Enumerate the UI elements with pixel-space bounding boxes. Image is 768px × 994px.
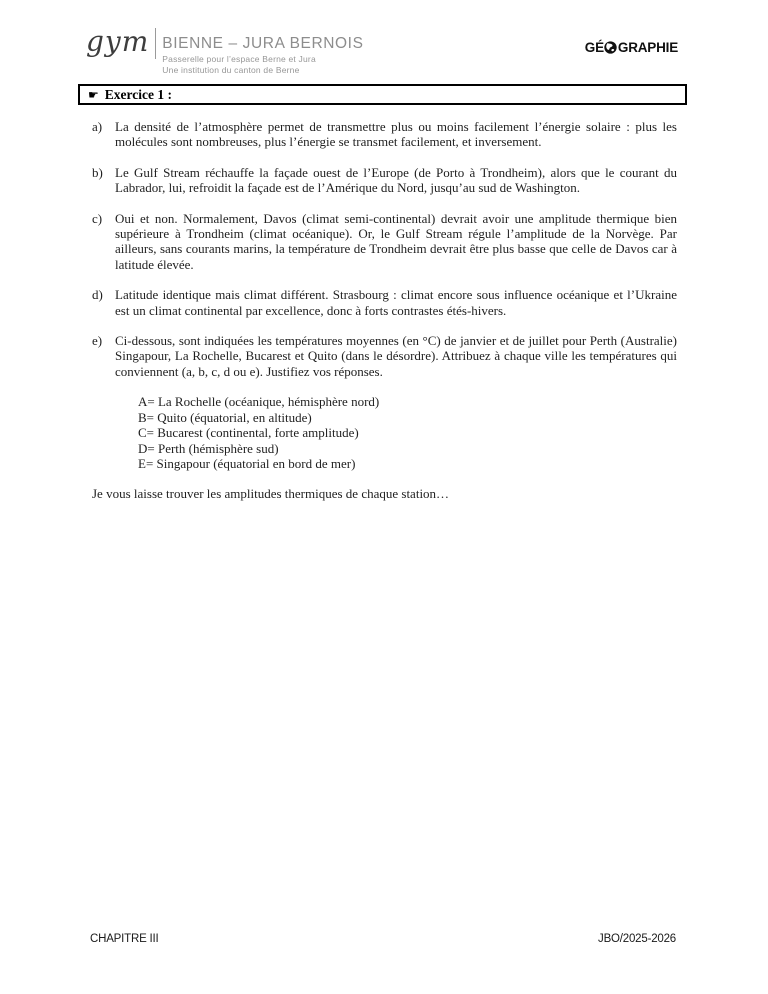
course-title (585, 40, 678, 55)
station-list-item-c: C= Bucarest (continental, forte amplitude) (138, 425, 359, 441)
pointing-hand-icon: ☛ (88, 87, 99, 102)
item-text: Le Gulf Stream réchauffe la façade ouest de l’Europe (de Porto à Trondheim), alors que le courant du Labrador, lui, refroidit la façade est de l’Amérique du Nord, jusqu’au sud de Washington. (115, 164, 677, 196)
station-list (138, 394, 677, 471)
closing-remark: Je vous laisse trouver les amplitudes thermiques de chaque station… (92, 486, 450, 502)
answer-item-b (92, 165, 677, 196)
station-list-item-a: A= La Rochelle (océanique, hémisphère nord) (138, 394, 380, 410)
item-label: e) (92, 333, 103, 349)
school-logo (86, 27, 364, 75)
logo-acronym: gym (86, 25, 150, 58)
course-title-prefix: GÉ (584, 40, 604, 55)
item-text: Latitude identique mais climat différent. Strasbourg : climat encore sous influence océanique et l’Ukraine est un climat continental par excellence, donc à forts contrastes étés-hivers. (115, 287, 677, 318)
item-label: c) (92, 210, 103, 226)
footer-chapter: CHAPITRE III (90, 933, 159, 945)
item-label: a) (92, 119, 103, 134)
logo-school-name: BIENNE – JURA BERNOIS (162, 35, 364, 52)
footer-reference: JBO/2025-2026 (598, 933, 676, 945)
course-title-suffix: GRAPHIE (617, 40, 678, 55)
exercise-title (88, 87, 172, 103)
answer-item-a (92, 119, 677, 150)
station-list-item-d: D= Perth (hémisphère sud) (138, 440, 279, 456)
logo-text-column (162, 27, 363, 75)
logo-divider (155, 28, 156, 59)
page-footer (90, 933, 676, 945)
answer-item-d (92, 287, 677, 318)
item-label: d) (92, 287, 103, 303)
station-list-item-b: B= Quito (équatorial, en altitude) (138, 409, 312, 425)
item-text: Oui et non. Normalement, Davos (climat semi-continental) devrait avoir une amplitude thermique bien supérieure à Trondheim (climat océanique). Or, le Gulf Stream régule l’amplitude de la Norvège. Par ailleurs, sans courants marins, la température de Trondheim devrait être plus basse que celle de Davos car à latitude élevée. (115, 210, 677, 272)
logo-subtitle-1: Passerelle pour l’espace Berne et Jura (162, 54, 316, 64)
globe-icon (604, 41, 617, 54)
logo-subtitle-2: Une institution du canton de Berne (162, 64, 300, 75)
item-text: Ci-dessous, sont indiquées les températures moyennes (en °C) de janvier et de juillet pour Perth (Australie) Singapour, La Rochelle, Bucarest et Quito (dans le désordre). Attribuez à chaque ville les températures qui conviennent (a, b, c, d ou e). Justifiez vos réponses. (115, 333, 677, 379)
exercise-title-text: Exercice 1 : (104, 86, 172, 102)
item-label: b) (92, 164, 103, 180)
station-list-item-e: E= Singapour (équatorial en bord de mer) (138, 455, 356, 471)
answer-item-e (92, 333, 677, 379)
item-text: La densité de l’atmosphère permet de transmettre plus ou moins facilement l’énergie solaire : plus les molécules sont nombreuses, plus l’énergie se transmet facilement, et inversement. (115, 119, 677, 150)
exercise-answers (92, 119, 677, 502)
answer-item-c (92, 211, 677, 273)
exercise-header-box (78, 84, 687, 105)
